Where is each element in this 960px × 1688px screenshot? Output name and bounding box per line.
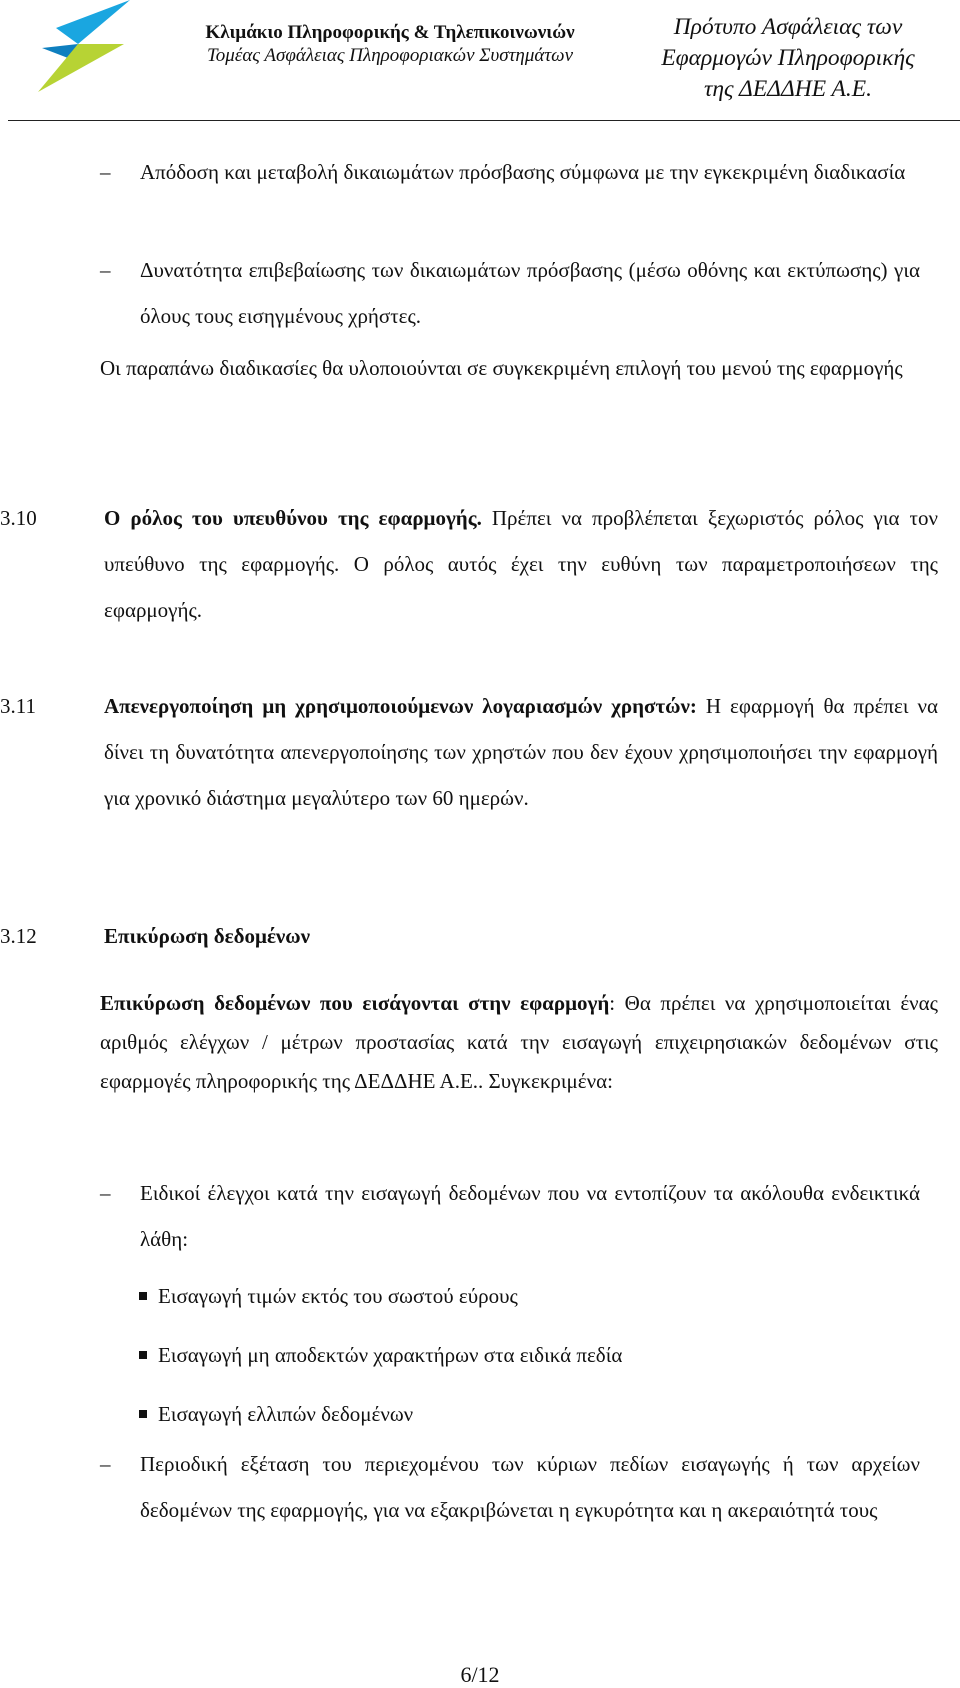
header-title-line: Εφαρμογών Πληροφορικής (661, 45, 915, 71)
subsection-body: : Θα πρέπει να χρησιμοποιείται ένας αριθμός ελέγχων / μέτρων προστασίας κατά την εισαγωγή επιχειρησιακών δεδομένων στις εφαρμογές πληροφορικής της ΔΕΔΔΗΕ Α.Ε.. Συγκεκριμένα: (100, 991, 938, 1093)
list-item: Δυνατότητα επιβεβαίωσης των δικαιωμάτων πρόσβασης (μέσω οθόνης και εκτύπωσης) για όλους τους εισηγμένους χρήστες. (140, 258, 920, 328)
square-bullet (139, 1351, 147, 1359)
square-bullet (139, 1410, 147, 1418)
header-title-line: της ΔΕΔΔΗΕ Α.Ε. (703, 76, 873, 102)
section-title: Επικύρωση δεδομένων (104, 924, 311, 948)
dash-bullet: – (100, 160, 111, 184)
sub-list-item: Εισαγωγή ελλιπών δεδομένων (158, 1402, 414, 1426)
company-logo (38, 0, 138, 95)
section-number: 3.11 (0, 694, 36, 718)
header-organization (160, 22, 620, 68)
header-org-name: Κλιμάκιο Πληροφορικής & Τηλεπικοινωνιών (205, 22, 575, 43)
section-3-11 (104, 683, 938, 821)
paragraph (100, 984, 938, 1101)
section-3-10 (104, 495, 938, 633)
dash-bullet: – (100, 1452, 111, 1476)
section-number: 3.12 (0, 924, 37, 948)
section-body: Πρέπει να προβλέπεται ξεχωριστός ρόλος για τον υπεύθυνο της εφαρμογής. Ο ρόλος αυτός έχει την ευθύνη των παραμετροποιήσεων της εφαρμογής. (104, 506, 938, 622)
dash-bullet: – (100, 1181, 111, 1205)
list-item: Απόδοση και μεταβολή δικαιωμάτων πρόσβασης σύμφωνα με την εγκεκριμένη διαδικασία (140, 160, 906, 184)
dash-bullet: – (100, 258, 111, 282)
section-title: Απενεργοποίηση μη χρησιμοποιούμενων λογαριασμών χρηστών: (104, 694, 697, 718)
paragraph: Οι παραπάνω διαδικασίες θα υλοποιούνται σε συγκεκριμένη επιλογή του μενού της εφαρμογής (100, 356, 903, 380)
header-department: Τομέας Ασφάλειας Πληροφοριακών Συστημάτων (206, 45, 574, 66)
list-item: Περιοδική εξέταση του περιεχομένου των κύριων πεδίων εισαγωγής ή των αρχείων δεδομένων της εφαρμογής, για να εξακριβώνεται η εγκυρότητα και η ακεραιότητά τους (140, 1452, 920, 1522)
section-title: Ο ρόλος του υπευθύνου της εφαρμογής. (104, 506, 482, 530)
page-number: 6/12 (460, 1662, 500, 1687)
sub-list-item: Εισαγωγή μη αποδεκτών χαρακτήρων στα ειδικά πεδία (158, 1343, 623, 1367)
subsection-title: Επικύρωση δεδομένων που εισάγονται στην εφαρμογή (100, 991, 610, 1015)
header-title-line: Πρότυπο Ασφάλειας των (673, 14, 903, 40)
header-document-title (628, 12, 948, 105)
square-bullet (139, 1292, 147, 1300)
list-item: Ειδικοί έλεγχοι κατά την εισαγωγή δεδομένων που να εντοπίζουν τα ακόλουθα ενδεικτικά λάθη: (140, 1181, 920, 1251)
section-body: Η εφαρμογή θα πρέπει να δίνει τη δυνατότητα απενεργοποίησης των χρηστών που δεν έχουν χρησιμοποιήσει την εφαρμογή για χρονικό διάστημα μεγαλύτερο των 60 ημερών. (104, 694, 939, 810)
header-divider (8, 120, 960, 121)
sub-list-item: Εισαγωγή τιμών εκτός του σωστού εύρους (158, 1284, 518, 1308)
section-number: 3.10 (0, 506, 37, 530)
